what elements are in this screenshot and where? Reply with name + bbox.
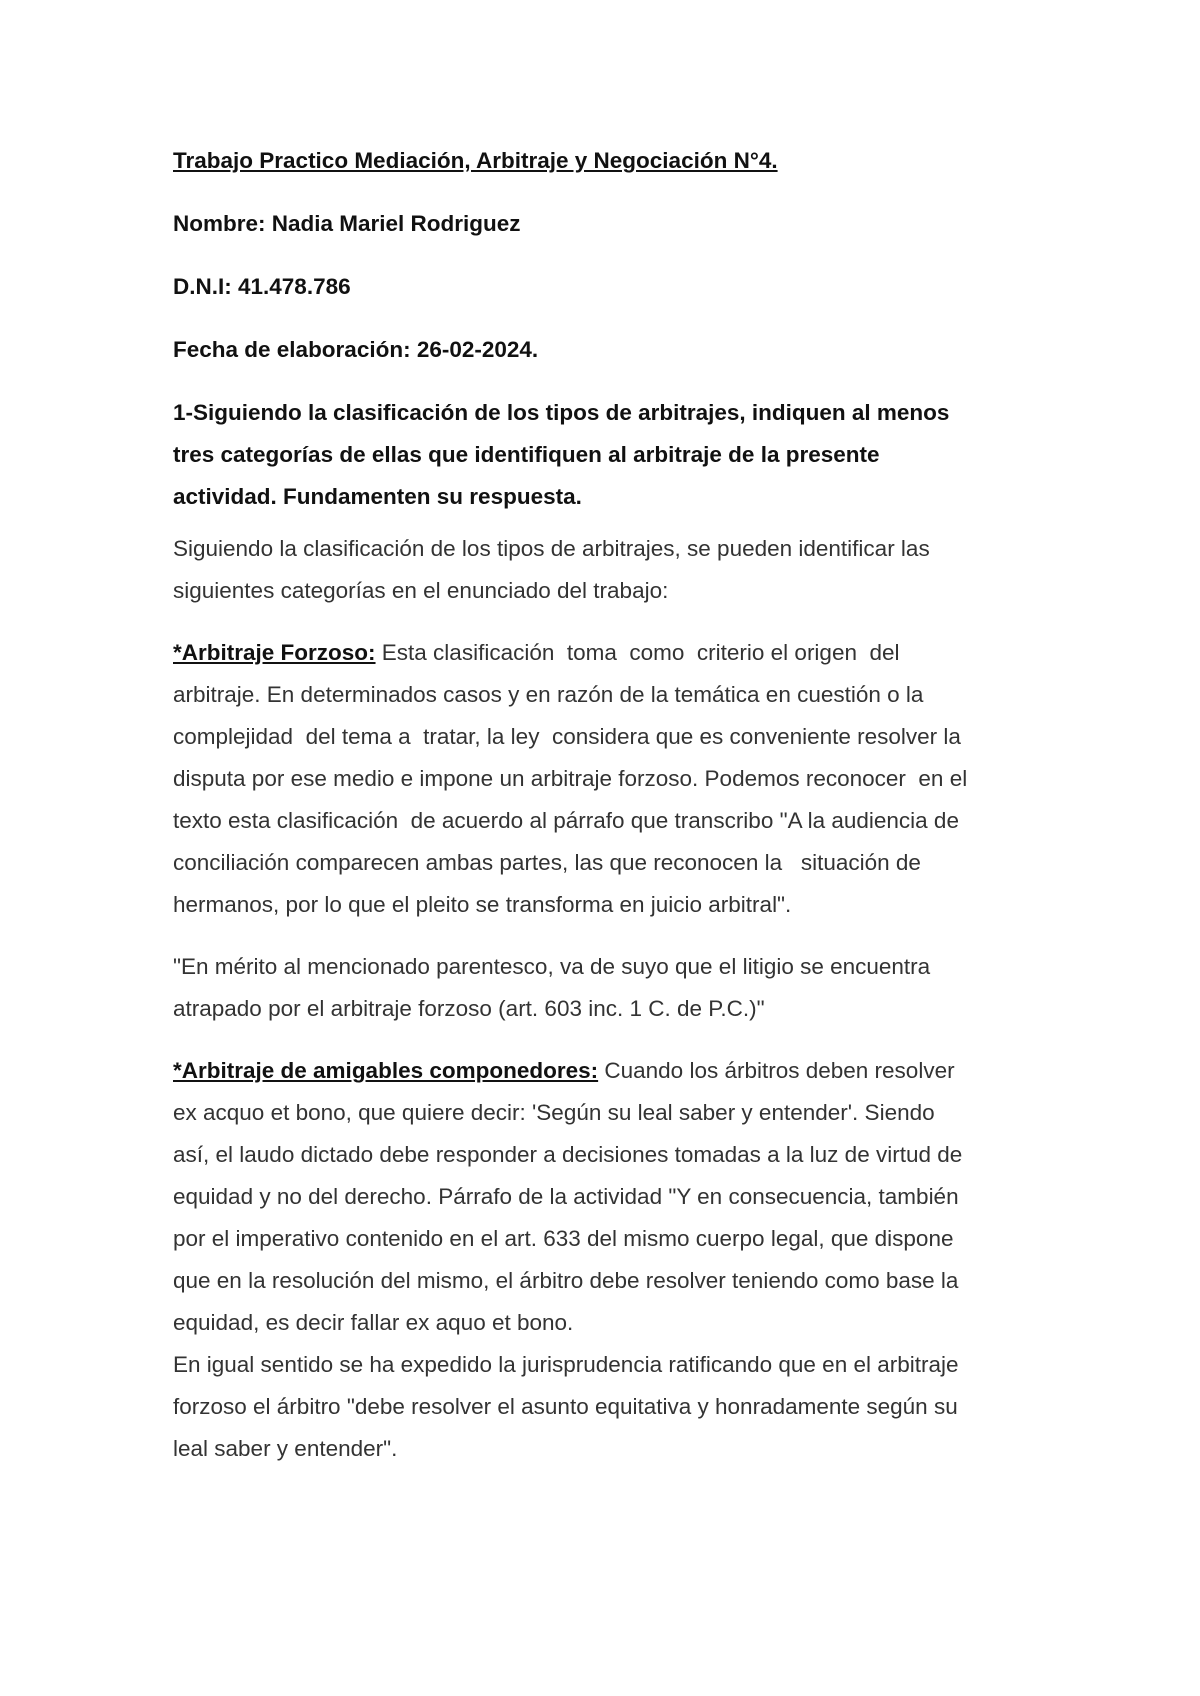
section-heading: *Arbitraje Forzoso: [173, 640, 376, 665]
quote-paragraph [173, 946, 1053, 1030]
paragraph-text: Cuando los árbitros deben resolver [598, 1058, 955, 1083]
document-title: Trabajo Practico Mediación, Arbitraje y Negociación N°4. [173, 148, 778, 173]
paragraph-line: atrapado por el arbitraje forzoso (art. 603 inc. 1 C. de P.C.)" [173, 996, 765, 1021]
question-1 [173, 392, 1053, 518]
paragraph-line: equidad, es decir fallar ex aquo et bono. [173, 1310, 574, 1335]
paragraph-line: leal saber y entender". [173, 1436, 398, 1461]
paragraph-line: texto esta clasificación de acuerdo al párrafo que transcribo "A la audiencia de [173, 808, 959, 833]
section-heading: *Arbitraje de amigables componedores: [173, 1058, 599, 1083]
question-line: 1-Siguiendo la clasificación de los tipos de arbitrajes, indiquen al menos [173, 400, 950, 425]
intro-paragraph [173, 528, 1053, 612]
paragraph-line: por el imperativo contenido en el art. 633 del mismo cuerpo legal, que dispone [173, 1226, 954, 1251]
section-arbitraje-forzoso [173, 632, 1053, 926]
paragraph-line: equidad y no del derecho. Párrafo de la actividad "Y en consecuencia, también [173, 1184, 959, 1209]
section-amigables-componedores [173, 1050, 1053, 1470]
elaboration-date: Fecha de elaboración: 26-02-2024. [173, 337, 539, 362]
paragraph-line [173, 632, 1053, 674]
document-body [173, 140, 1053, 1470]
paragraph-line: complejidad del tema a tratar, la ley considera que es conveniente resolver la [173, 724, 961, 749]
paragraph-line: así, el laudo dictado debe responder a decisiones tomadas a la luz de virtud de [173, 1142, 963, 1167]
paragraph-line: que en la resolución del mismo, el árbitro debe resolver teniendo como base la [173, 1268, 959, 1293]
paragraph-line: arbitraje. En determinados casos y en razón de la temática en cuestión o la [173, 682, 924, 707]
paragraph-line [173, 1050, 1053, 1092]
student-dni: D.N.I: 41.478.786 [173, 274, 351, 299]
paragraph-line: En igual sentido se ha expedido la jurisprudencia ratificando que en el arbitraje [173, 1352, 959, 1377]
student-name: Nombre: Nadia Mariel Rodriguez [173, 211, 521, 236]
paragraph-line: hermanos, por lo que el pleito se transforma en juicio arbitral". [173, 892, 792, 917]
paragraph-line: ex acquo et bono, que quiere decir: 'Según su leal saber y entender'. Siendo [173, 1100, 935, 1125]
paragraph-line: disputa por ese medio e impone un arbitraje forzoso. Podemos reconocer en el [173, 766, 968, 791]
question-line: tres categorías de ellas que identifiquen al arbitraje de la presente [173, 442, 880, 467]
paragraph-line: siguientes categorías en el enunciado del trabajo: [173, 578, 669, 603]
paragraph-line: "En mérito al mencionado parentesco, va de suyo que el litigio se encuentra [173, 954, 931, 979]
paragraph-line: forzoso el árbitro "debe resolver el asunto equitativa y honradamente según su [173, 1394, 958, 1419]
question-line: actividad. Fundamenten su respuesta. [173, 484, 582, 509]
paragraph-text: Esta clasificación toma como criterio el origen del [375, 640, 900, 665]
paragraph-line: Siguiendo la clasificación de los tipos de arbitrajes, se pueden identificar las [173, 536, 930, 561]
paragraph-line: conciliación comparecen ambas partes, las que reconocen la situación de [173, 850, 921, 875]
